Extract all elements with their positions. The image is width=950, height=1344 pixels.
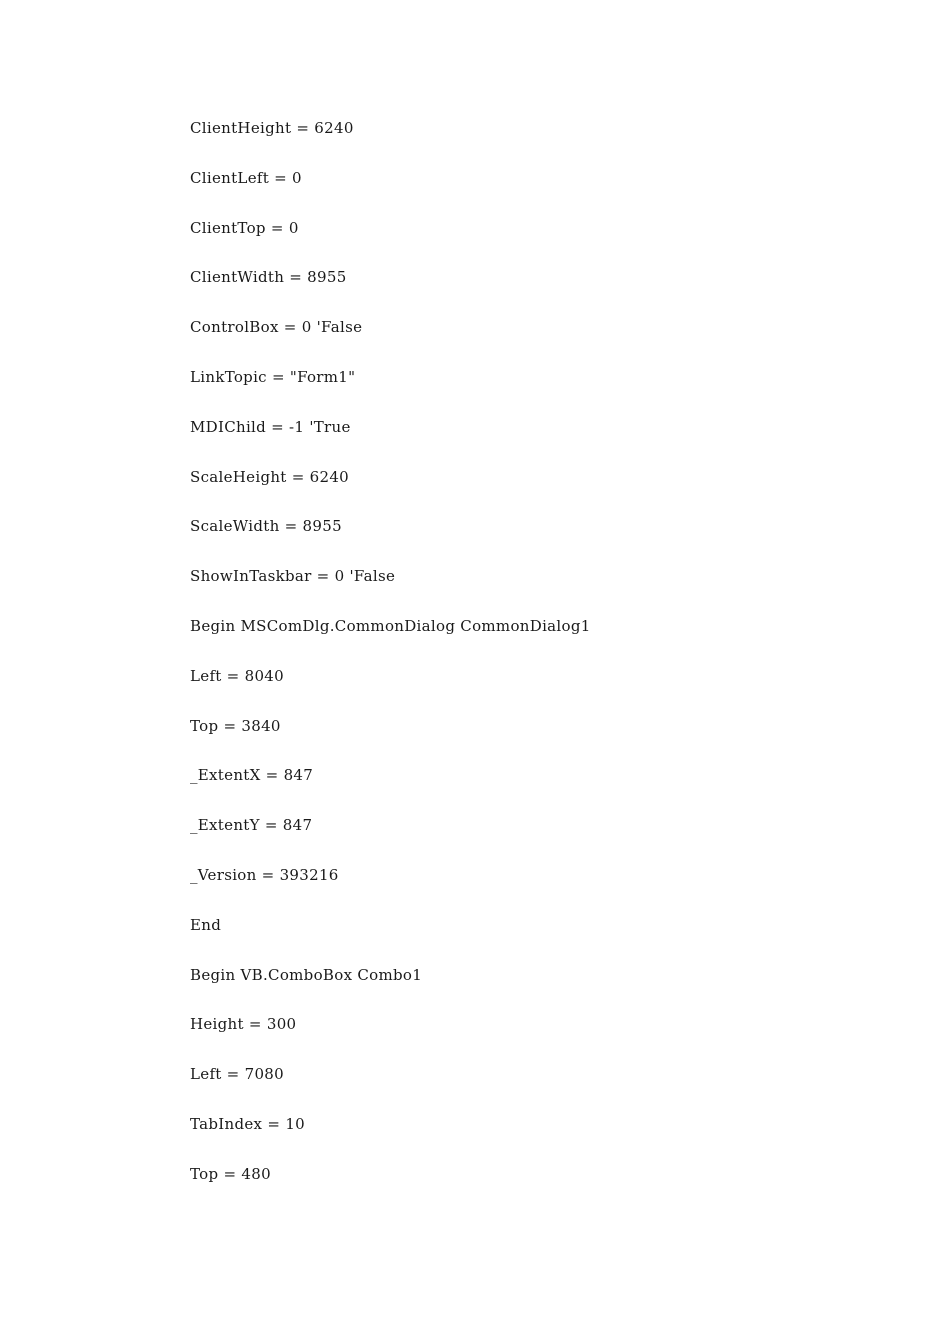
code-line: ScaleWidth = 8955: [190, 517, 342, 536]
code-line: ClientTop = 0: [190, 218, 299, 237]
code-line: TabIndex = 10: [190, 1114, 306, 1133]
code-listing: [190, 116, 591, 1212]
code-line: Begin MSComDlg.CommonDialog CommonDialog1: [190, 616, 591, 635]
code-line: _ExtentY = 847: [190, 816, 313, 835]
code-line: ShowInTaskbar = 0 'False: [190, 567, 396, 586]
code-line: Left = 7080: [190, 1065, 284, 1084]
code-line: _Version = 393216: [190, 865, 339, 884]
code-line: Top = 480: [190, 1164, 271, 1183]
code-line: Height = 300: [190, 1015, 297, 1034]
code-line: End: [190, 915, 222, 934]
code-line: Left = 8040: [190, 666, 284, 685]
code-line: ClientHeight = 6240: [190, 119, 354, 137]
code-line: LinkTopic = "Form1": [190, 367, 356, 386]
code-line: ScaleHeight = 6240: [190, 467, 350, 486]
code-line: ClientLeft = 0: [190, 168, 302, 187]
code-line: ControlBox = 0 'False: [190, 318, 363, 337]
code-line: MDIChild = -1 'True: [190, 417, 351, 436]
code-line: ClientWidth = 8955: [190, 268, 347, 287]
code-line: Begin VB.ComboBox Combo1: [190, 965, 423, 984]
code-line: Top = 3840: [190, 716, 281, 735]
code-line: _ExtentX = 847: [190, 766, 314, 785]
